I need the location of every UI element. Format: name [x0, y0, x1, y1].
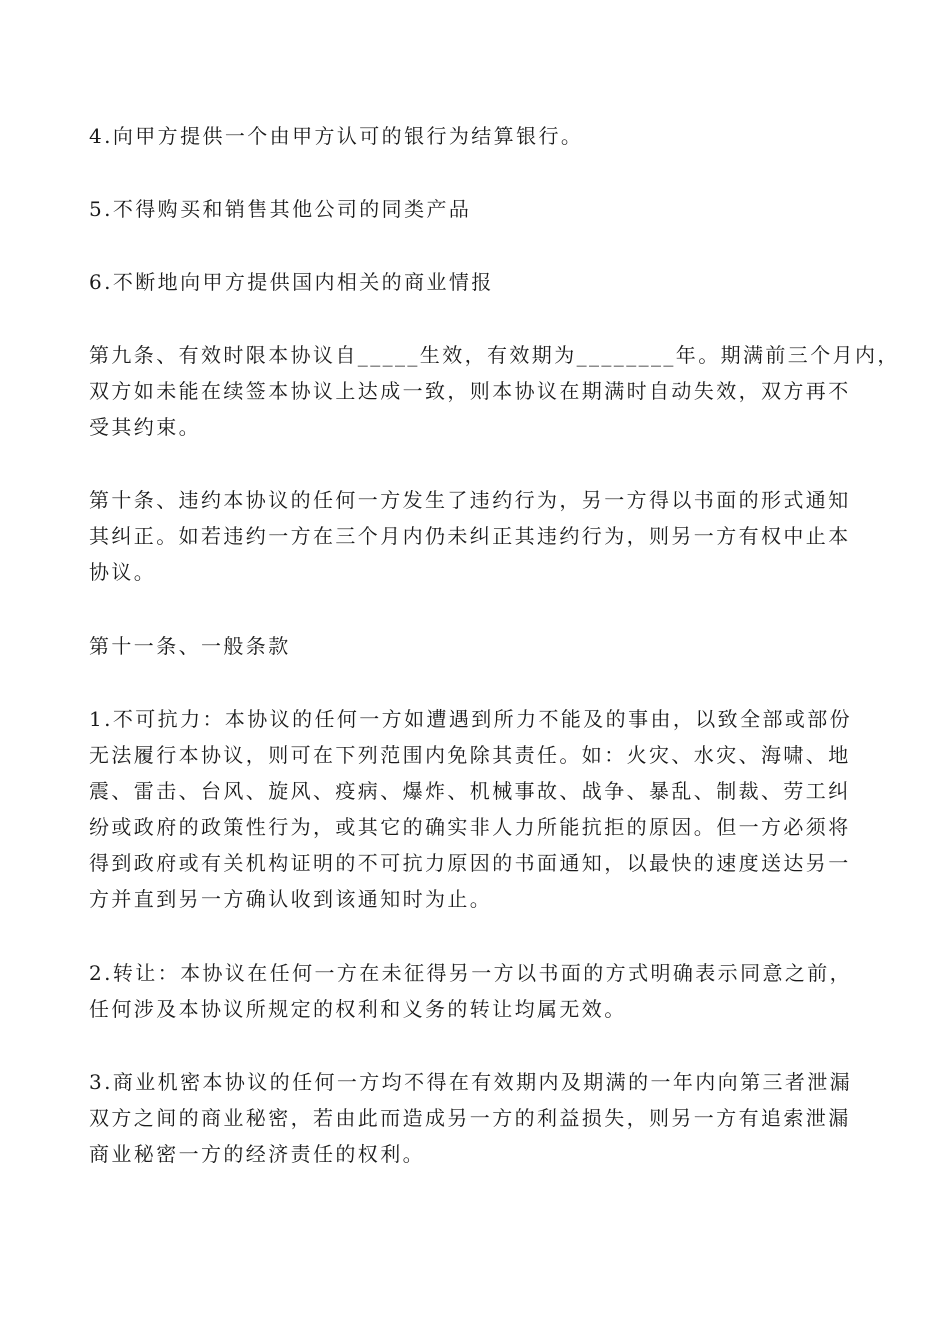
paragraph-line: 3.商业机密本协议的任何一方均不得在有效期内及期满的一年内向第三者泄漏 — [89, 1070, 853, 1094]
paragraph-line: 5.不得购买和销售其他公司的同类产品 — [89, 197, 472, 221]
paragraph-item-4 — [89, 118, 869, 154]
paragraph-line: 双方之间的商业秘密，若由此而造成另一方的利益损失，则另一方有追索泄漏 — [89, 1106, 851, 1130]
paragraph-line: 商业秘密一方的经济责任的权利。 — [89, 1142, 425, 1166]
paragraph-line: 受其约束。 — [89, 415, 201, 439]
paragraph-line: 双方如未能在续签本协议上达成一致，则本协议在期满时自动失效，双方再不 — [89, 379, 851, 403]
paragraph-line: 协议。 — [89, 560, 157, 584]
paragraph-line: 4.向甲方提供一个由甲方认可的银行为结算银行。 — [89, 124, 584, 148]
paragraph-item-5 — [89, 191, 869, 227]
clause-confidentiality — [89, 1064, 869, 1172]
paragraph-line: 2.转让：本协议在任何一方在未征得另一方以书面的方式明确表示同意之前， — [89, 961, 853, 985]
paragraph-line: 得到政府或有关机构证明的不可抗力原因的书面通知，以最快的速度送达另一 — [89, 851, 851, 875]
article-9-validity — [89, 337, 900, 445]
paragraph-item-6 — [89, 264, 869, 300]
clause-transfer — [89, 955, 869, 1027]
paragraph-line: 第十条、违约本协议的任何一方发生了违约行为，另一方得以书面的形式通知 — [89, 488, 851, 512]
paragraph-line: 6.不断地向甲方提供国内相关的商业情报 — [89, 270, 494, 294]
paragraph-line: 其纠正。如若违约一方在三个月内仍未纠正其违约行为，则另一方有权中止本 — [89, 524, 851, 548]
article-11-heading — [89, 628, 869, 664]
article-10-breach — [89, 482, 869, 590]
clause-force-majeure — [89, 701, 869, 917]
paragraph-line: 第十一条、一般条款 — [89, 634, 291, 658]
paragraph-line: 方并直到另一方确认收到该通知时为止。 — [89, 887, 493, 911]
paragraph-line: 震、雷击、台风、旋风、疫病、爆炸、机械事故、战争、暴乱、制裁、劳工纠 — [89, 779, 851, 803]
paragraph-line: 纷或政府的政策性行为，或其它的确实非人力所能抗拒的原因。但一方必须将 — [89, 815, 851, 839]
paragraph-line: 无法履行本协议，则可在下列范围内免除其责任。如：火灾、水灾、海啸、地 — [89, 743, 851, 767]
paragraph-line: 第九条、有效时限本协议自_____生效，有效期为________年。期满前三个月内， — [89, 343, 900, 367]
paragraph-line: 任何涉及本协议所规定的权利和义务的转让均属无效。 — [89, 997, 627, 1021]
paragraph-line: 1.不可抗力：本协议的任何一方如遭遇到所力不能及的事由，以致全部或部份 — [89, 707, 853, 731]
